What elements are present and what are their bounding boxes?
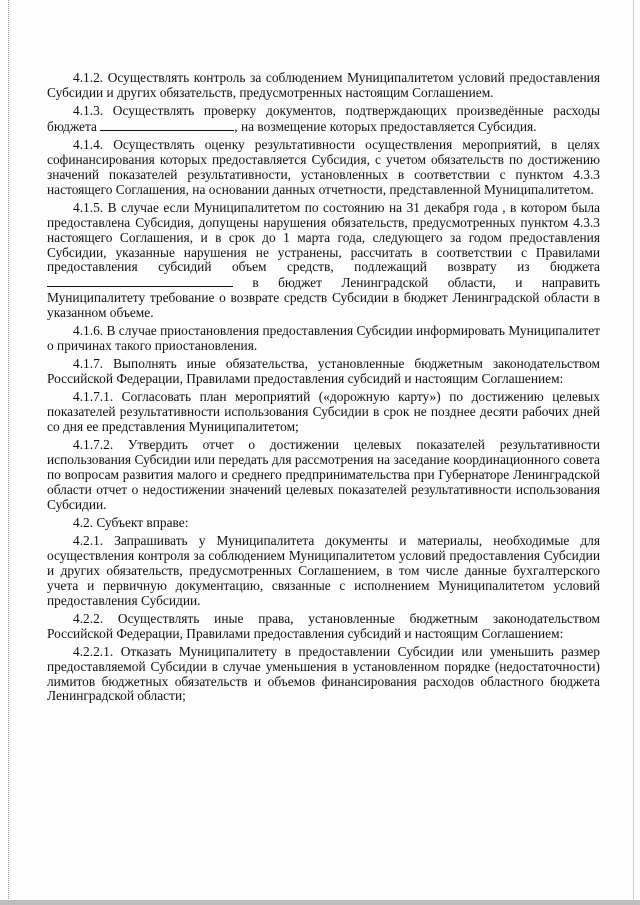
- paragraph-text: 4.1.7. Выполнять иные обязательства, установленные бюджетным законодательством Российской Федерации, Правилами предоставления субсидий и настоящим Соглашением:: [47, 356, 600, 387]
- paragraph-text: 4.2.2.1. Отказать Муниципалитету в предоставлении Субсидии или уменьшить размер предоставляемой Субсидии в случае уменьшения в установленном порядке (недостаточности) лимитов бюджетных обязательств и объемов финансирования расходов областного бюджета Ленинградской области;: [47, 643, 600, 704]
- paragraph-4-1-6: [47, 324, 600, 354]
- blank-fill-line: [100, 119, 234, 131]
- paragraph-text: 4.1.4. Осуществлять оценку результативности осуществления мероприятий, в целях софинансирования которых предоставляется Субсидия, с учетом обязательств по достижению значений показателей результативности, установленных в соответствии с пунктом 4.3.3 настоящего Соглашения, на основании данных отчетности, представленной Муниципалитетом.: [47, 137, 600, 197]
- paragraph-text: в бюджет Ленинградской области, и направить Муниципалитету требование о возврате средств Субсидии в бюджет Ленинградской области в указанном объеме.: [47, 275, 600, 321]
- scan-edge-left: [2, 0, 9, 905]
- paragraph-4-1-2: [47, 71, 600, 101]
- paragraph-4-2-1: [47, 534, 600, 609]
- paragraph-text: 4.2.2. Осуществлять иные права, установленные бюджетным законодательством Российской Федерации, Правилами предоставления субсидий и настоящим Соглашением:: [47, 610, 600, 641]
- paragraph-4-1-4: [47, 138, 600, 198]
- paragraph-text: 4.1.7.1. Согласовать план мероприятий («дорожную карту») по достижению целевых показателей результативности использования Субсидии в срок не позднее десяти рабочих дней со дня ее представления Муниципалитетом;: [47, 389, 600, 435]
- paragraph-text: , на возмещение которых предоставляется Субсидия.: [234, 118, 537, 134]
- paragraph-text: 4.1.7.2. Утвердить отчет о достижении целевых показателей результативности использования Субсидии или передать для рассмотрения на заседание координационного совета по вопросам развития малого и среднего предпринимательства при Губернаторе Ленинградской области отчет о недостижении значений целевых показателей результативности использования Субсидии.: [47, 437, 600, 512]
- paragraph-text: 4.1.3. Осуществлять проверку документов, подтверждающих произведённые расходы бюджета: [47, 103, 600, 134]
- paragraph-4-1-5: [47, 201, 600, 321]
- paragraph-4-1-7-2: [47, 438, 600, 513]
- paragraph-text: 4.1.5. В случае если Муниципалитетом по состоянию на 31 декабря года , в котором была предоставлена Субсидия, допущены нарушения обязательств, предусмотренных пунктом 4.3.3 настоящего Соглашения, и в срок до 1 марта года, следующего за годом предоставления Субсидии, указанные нарушения не устранены, рассчитать в соответствии с Правилами предоставления субсидий объем средств, подлежащий возврату из бюджета: [47, 199, 600, 275]
- scan-edge-right: [633, 0, 636, 905]
- scan-edge-bottom: [0, 900, 640, 905]
- paragraph-text: 4.2. Субъект вправе:: [73, 514, 189, 530]
- document-body: [47, 71, 600, 708]
- paragraph-4-2-2: [47, 612, 600, 642]
- blank-fill-line: [47, 275, 233, 287]
- paragraph-text: 4.1.6. В случае приостановления предоставления Субсидии информировать Муниципалитет о причинах такого приостановления.: [47, 323, 600, 354]
- paragraph-4-1-7-1: [47, 390, 600, 435]
- paragraph-4-2: [47, 516, 600, 531]
- paragraph-4-1-3: [47, 104, 600, 135]
- paragraph-text: 4.1.2. Осуществлять контроль за соблюдением Муниципалитетом условий предоставления Субсидии и других обязательств, предусмотренных настоящим Соглашением.: [47, 70, 600, 100]
- paragraph-4-2-2-1: [47, 645, 600, 705]
- paragraph-4-1-7: [47, 357, 600, 387]
- paragraph-text: 4.2.1. Запрашивать у Муниципалитета документы и материалы, необходимые для осуществления контроля за соблюдением Муниципалитетом условий предоставления Субсидии и других обязательств, предусмотренных Соглашением, в том числе данные бухгалтерского учета и первичную документацию, связанные с исполнением Муниципалитетом условий предоставления Субсидии.: [47, 532, 600, 608]
